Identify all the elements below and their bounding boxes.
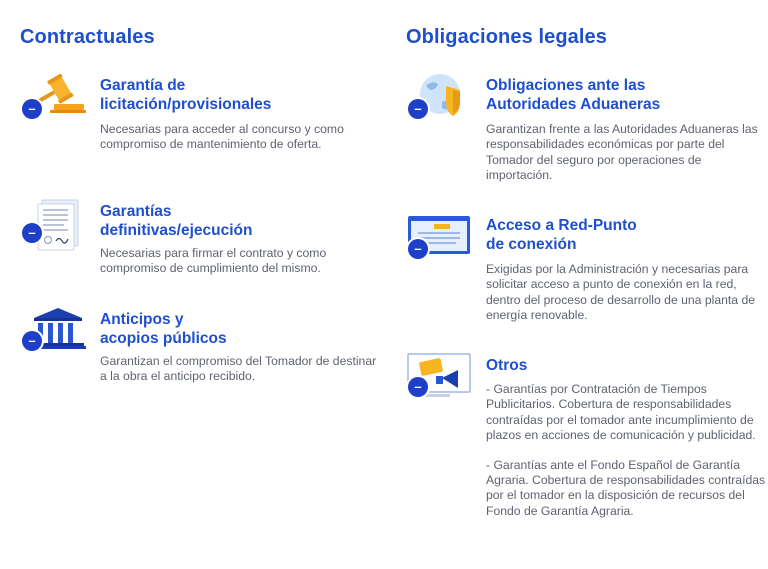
item-garantias-definitivas bbox=[20, 198, 380, 288]
collapse-button[interactable]: – bbox=[22, 331, 42, 351]
collapse-button[interactable]: – bbox=[408, 99, 428, 119]
item-description: Garantizan el compromiso del Tomador de destinar a la obra el anticipo recibido. bbox=[100, 354, 377, 384]
collapse-button[interactable]: – bbox=[22, 223, 42, 243]
item-otros bbox=[406, 352, 768, 569]
obligaciones-heading: Obligaciones legales bbox=[406, 26, 607, 48]
item-title: Garantías definitivas/ejecución bbox=[100, 203, 253, 239]
item-title: Obligaciones ante las Autoridades Aduaneras bbox=[486, 77, 661, 113]
item-description: Necesarias para firmar el contrato y como compromiso de cumplimiento del mismo. bbox=[100, 246, 327, 276]
item-title: Acceso a Red-Punto de conexión bbox=[486, 217, 637, 253]
item-title: Garantía de licitación/provisionales bbox=[100, 77, 272, 113]
description-paragraph: - Garantías por Contratación de Tiempos Publicitarios. Cobertura de responsabilidades contraídas por el tomador ante incumplimiento de plazos en acciones de comunicación y publicidad. bbox=[486, 382, 756, 443]
collapse-button[interactable]: – bbox=[408, 239, 428, 259]
item-description bbox=[486, 382, 768, 533]
description-paragraph: - Garantías ante el Fondo Español de Garantía Agraria. Cobertura de responsabilidades contraídas por el tomador en la disposición de recursos del Fondo de Garantía Agraria. bbox=[486, 457, 766, 518]
item-description: Necesarias para acceder al concurso y como compromiso de mantenimiento de oferta. bbox=[100, 122, 344, 152]
item-title: Anticipos y acopios públicos bbox=[100, 311, 227, 347]
collapse-button[interactable]: – bbox=[408, 377, 428, 397]
item-garantia-licitacion bbox=[20, 72, 380, 172]
item-anticipos bbox=[20, 306, 380, 396]
item-description: Exigidas por la Administración y necesarias para solicitar acceso a punto de conexión en la red, dentro del proceso de desarrollo de una planta de energía renovable. bbox=[486, 262, 755, 323]
item-description: Garantizan frente a las Autoridades Aduaneras las responsabilidades económicas por parte del Tomador del seguro por operaciones de importación. bbox=[486, 122, 758, 183]
contractuales-heading: Contractuales bbox=[20, 26, 155, 48]
item-acceso-red bbox=[406, 212, 768, 332]
item-title: Otros bbox=[486, 357, 528, 374]
item-autoridades-aduaneras bbox=[406, 72, 768, 192]
collapse-button[interactable]: – bbox=[22, 99, 42, 119]
